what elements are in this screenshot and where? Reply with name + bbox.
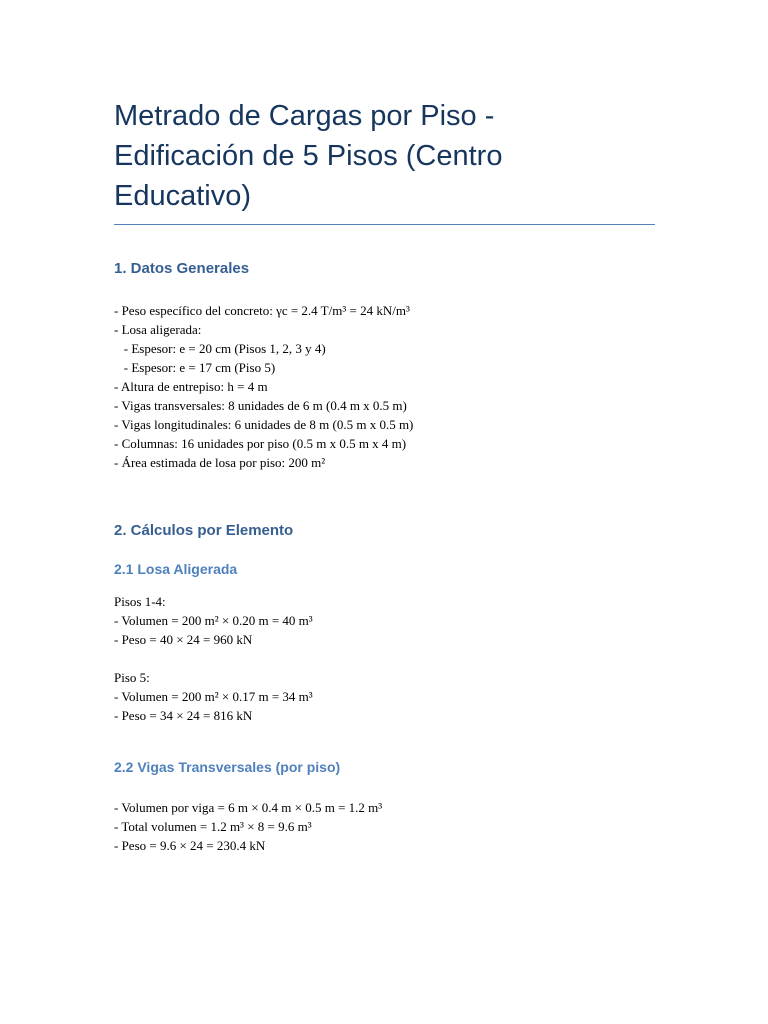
list-item: - Espesor: e = 20 cm (Pisos 1, 2, 3 y 4) — [114, 341, 326, 356]
datos-generales-list — [114, 301, 655, 472]
list-item: - Espesor: e = 17 cm (Piso 5) — [114, 360, 276, 375]
calc-line: - Volumen = 200 m² × 0.17 m = 34 m³ — [114, 689, 313, 704]
losa-pisos-1-4-block — [114, 592, 655, 649]
subsection-heading-losa-aligerada: 2.1 Losa Aligerada — [114, 561, 238, 577]
calc-line: - Volumen por viga = 6 m × 0.4 m × 0.5 m = 1.2 m³ — [114, 800, 383, 815]
calc-line: - Peso = 34 × 24 = 816 kN — [114, 708, 253, 723]
document-page — [114, 0, 655, 855]
subsection-heading-vigas-transversales: 2.2 Vigas Transversales (por piso) — [114, 759, 341, 775]
section-heading-calculos: 2. Cálculos por Elemento — [114, 522, 294, 539]
document-title — [114, 0, 655, 216]
list-item: - Peso específico del concreto: γc = 2.4 T/m³ = 24 kN/m³ — [114, 303, 410, 318]
list-item: - Losa aligerada: — [114, 322, 202, 337]
vigas-transversales-block — [114, 798, 655, 855]
calc-line: Pisos 1-4: — [114, 594, 166, 609]
calc-line: - Peso = 9.6 × 24 = 230.4 kN — [114, 838, 266, 853]
title-line: Metrado de Cargas por Piso - — [114, 100, 495, 132]
title-line: Edificación de 5 Pisos (Centro — [114, 140, 503, 172]
list-item: - Altura de entrepiso: h = 4 m — [114, 379, 268, 394]
list-item: - Vigas transversales: 8 unidades de 6 m (0.4 m x 0.5 m) — [114, 398, 407, 413]
calc-line: Piso 5: — [114, 670, 150, 685]
title-underline — [114, 224, 655, 225]
list-item: - Columnas: 16 unidades por piso (0.5 m x 0.5 m x 4 m) — [114, 436, 407, 451]
list-item: - Vigas longitudinales: 6 unidades de 8 m (0.5 m x 0.5 m) — [114, 417, 414, 432]
calc-line: - Peso = 40 × 24 = 960 kN — [114, 632, 253, 647]
losa-piso-5-block — [114, 668, 655, 725]
title-line: Educativo) — [114, 180, 252, 212]
list-item: - Área estimada de losa por piso: 200 m² — [114, 455, 326, 470]
calc-line: - Volumen = 200 m² × 0.20 m = 40 m³ — [114, 613, 313, 628]
calc-line: - Total volumen = 1.2 m³ × 8 = 9.6 m³ — [114, 819, 312, 834]
section-heading-datos-generales: 1. Datos Generales — [114, 260, 250, 277]
